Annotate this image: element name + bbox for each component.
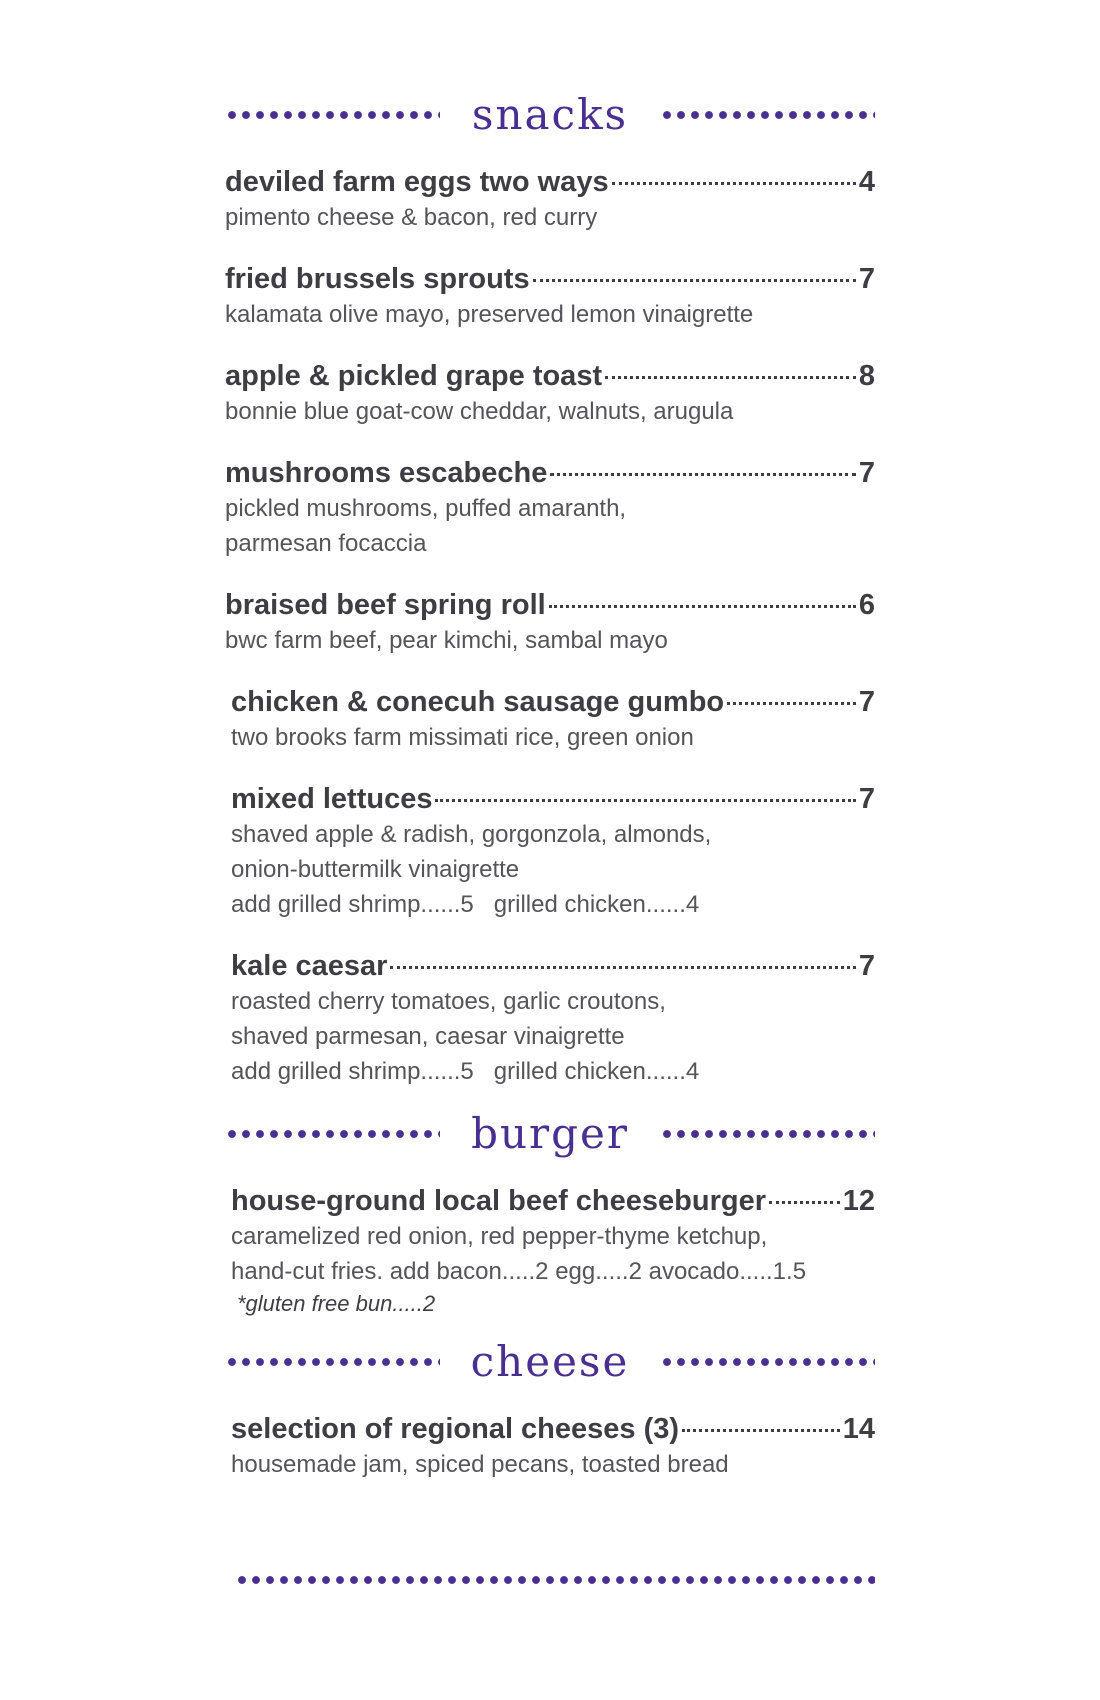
dot-divider-bottom bbox=[235, 1575, 875, 1585]
item-description: hand-cut fries. add bacon.....2 egg.....2 avocado.....1.5 bbox=[231, 1258, 807, 1285]
section-header bbox=[225, 1099, 875, 1169]
dot-leader bbox=[549, 605, 856, 608]
dot-leader bbox=[612, 182, 856, 185]
item-addons: add grilled shrimp......5 grilled chicken......4 bbox=[231, 891, 700, 918]
menu-item bbox=[225, 261, 875, 332]
item-price: 4 bbox=[858, 166, 875, 198]
item-price: 7 bbox=[858, 686, 875, 718]
item-description: shaved parmesan, caesar vinaigrette bbox=[231, 1023, 625, 1050]
item-description: parmesan focaccia bbox=[225, 530, 427, 557]
item-price: 8 bbox=[858, 360, 875, 392]
item-addons: add grilled shrimp......5 grilled chicken......4 bbox=[231, 1058, 700, 1085]
menu-item bbox=[225, 358, 875, 429]
item-description: two brooks farm missimati rice, green onion bbox=[231, 724, 694, 751]
item-description: bonnie blue goat-cow cheddar, walnuts, arugula bbox=[225, 398, 734, 425]
dot-leader bbox=[390, 966, 855, 969]
dot-divider-right bbox=[660, 110, 875, 120]
dot-leader bbox=[435, 799, 855, 802]
item-price: 7 bbox=[858, 457, 875, 489]
dot-divider-right bbox=[660, 1357, 875, 1367]
item-name: selection of regional cheeses (3) bbox=[231, 1413, 680, 1445]
item-name: braised beef spring roll bbox=[225, 589, 546, 621]
item-name: apple & pickled grape toast bbox=[225, 360, 603, 392]
item-description: roasted cherry tomatoes, garlic croutons, bbox=[231, 988, 666, 1015]
item-price: 7 bbox=[858, 783, 875, 815]
item-price: 14 bbox=[842, 1413, 875, 1445]
item-price: 6 bbox=[858, 589, 875, 621]
gluten-free-note: *gluten free bun.....2 bbox=[237, 1291, 436, 1316]
item-name: kale caesar bbox=[231, 950, 388, 982]
section-burger bbox=[225, 1099, 875, 1317]
dot-leader bbox=[533, 279, 856, 282]
dot-leader bbox=[605, 376, 856, 379]
section-title: burger bbox=[471, 1109, 629, 1158]
menu-item bbox=[231, 1411, 875, 1482]
dot-divider-left bbox=[225, 1129, 440, 1139]
dot-divider-left bbox=[225, 110, 440, 120]
item-description: housemade jam, spiced pecans, toasted bread bbox=[231, 1451, 729, 1478]
item-name: fried brussels sprouts bbox=[225, 263, 530, 295]
section-title: snacks bbox=[471, 90, 629, 139]
item-description: bwc farm beef, pear kimchi, sambal mayo bbox=[225, 627, 668, 654]
item-price: 12 bbox=[842, 1185, 875, 1217]
menu-item bbox=[225, 587, 875, 658]
item-name: mushrooms escabeche bbox=[225, 457, 548, 489]
dot-divider-left bbox=[225, 1357, 440, 1367]
section-cheese bbox=[225, 1327, 875, 1482]
item-name: deviled farm eggs two ways bbox=[225, 166, 609, 198]
menu-item bbox=[231, 781, 875, 922]
item-description: kalamata olive mayo, preserved lemon vinaigrette bbox=[225, 301, 754, 328]
menu-item bbox=[225, 164, 875, 235]
item-description: pimento cheese & bacon, red curry bbox=[225, 204, 598, 231]
item-description: caramelized red onion, red pepper-thyme ketchup, bbox=[231, 1223, 768, 1250]
dot-leader bbox=[727, 702, 856, 705]
section-header bbox=[225, 1327, 875, 1397]
menu-item bbox=[231, 1183, 875, 1317]
item-description: shaved apple & radish, gorgonzola, almonds, bbox=[231, 821, 712, 848]
menu-item bbox=[225, 455, 875, 561]
item-description: onion-buttermilk vinaigrette bbox=[231, 856, 520, 883]
menu-item bbox=[231, 684, 875, 755]
section-header bbox=[225, 80, 875, 150]
item-price: 7 bbox=[858, 950, 875, 982]
item-name: chicken & conecuh sausage gumbo bbox=[231, 686, 725, 718]
section-snacks bbox=[225, 80, 875, 1089]
menu-item bbox=[231, 948, 875, 1089]
item-name: mixed lettuces bbox=[231, 783, 433, 815]
item-price: 7 bbox=[858, 263, 875, 295]
dot-divider-right bbox=[660, 1129, 875, 1139]
section-title: cheese bbox=[470, 1337, 630, 1386]
dot-leader bbox=[550, 473, 856, 476]
item-description: pickled mushrooms, puffed amaranth, bbox=[225, 495, 627, 522]
menu-page bbox=[225, 80, 875, 1508]
dot-leader bbox=[769, 1201, 840, 1204]
dot-leader bbox=[682, 1429, 840, 1432]
item-name: house-ground local beef cheeseburger bbox=[231, 1185, 766, 1217]
